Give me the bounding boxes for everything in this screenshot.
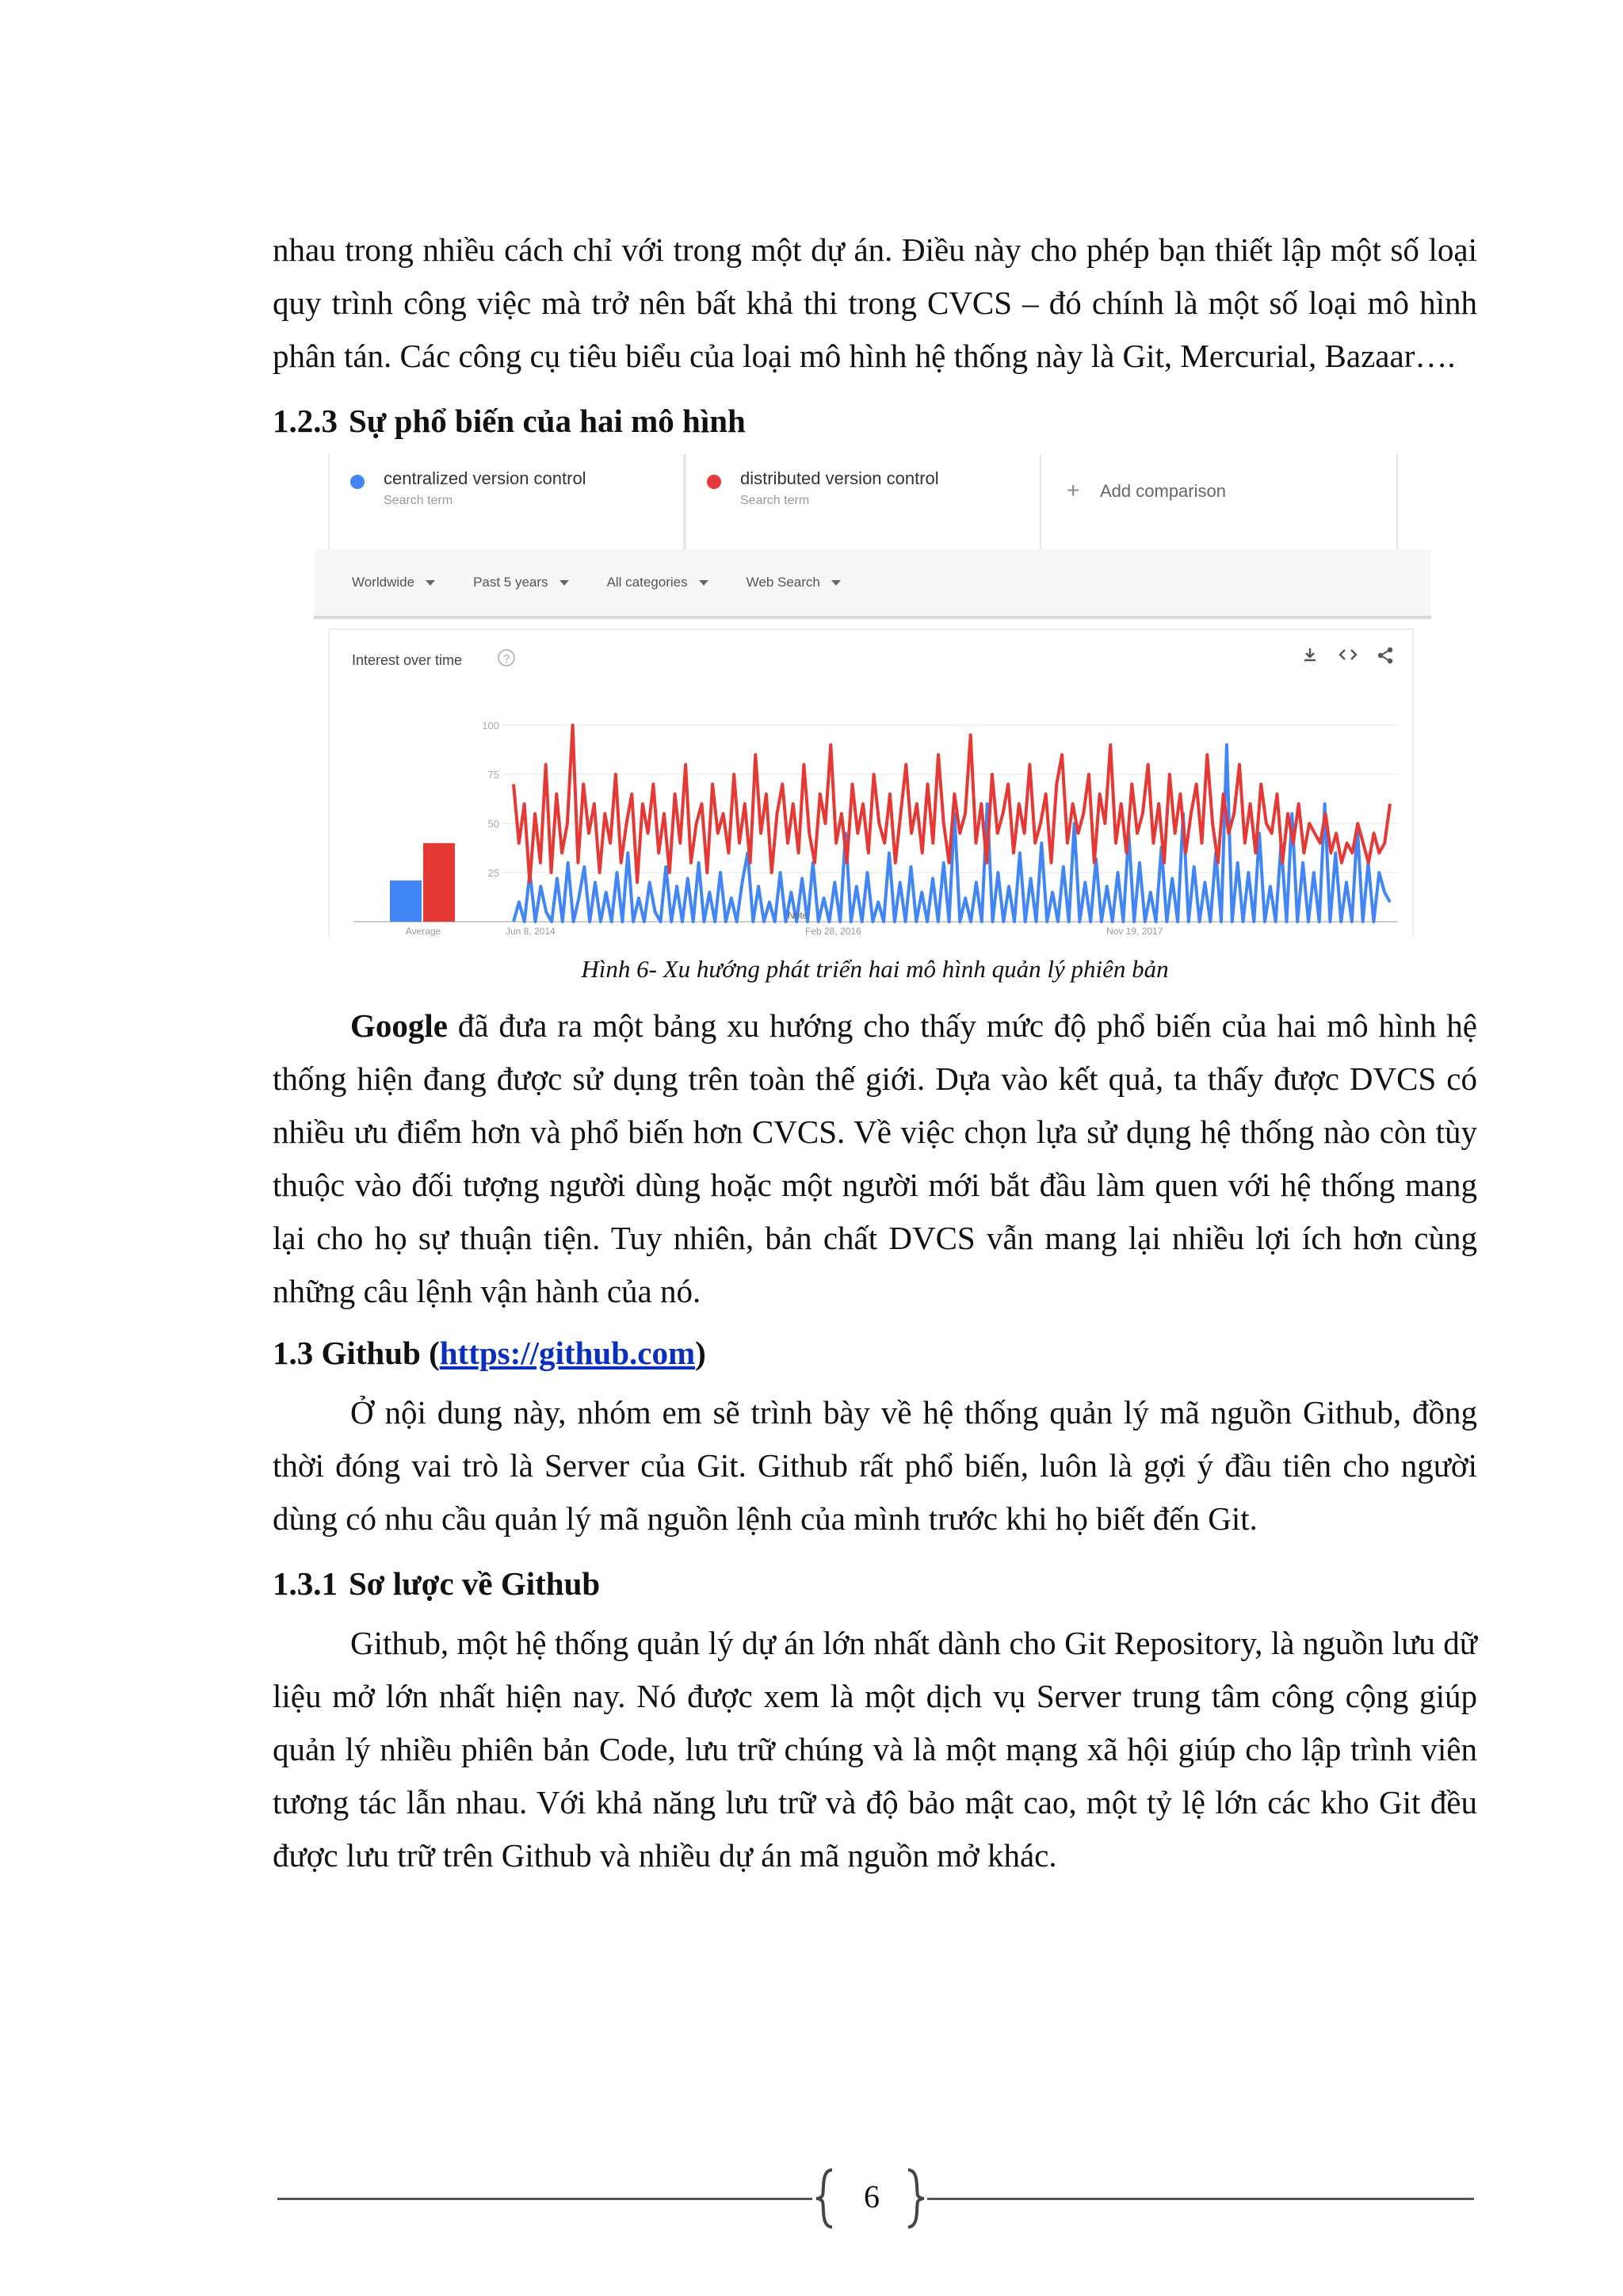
add-comparison-button[interactable] <box>1041 454 1398 549</box>
page-footer <box>277 2164 1474 2235</box>
paragraph-intro: nhau trong nhiều cách chỉ với trong một dự án. Điều này cho phép bạn thiết lập một số loại quy trình công việc mà trở nên bất khả thi trong CVCS – đó chính là một số loại mô hình phân tán. Các công cụ tiêu biểu của loại mô hình hệ thống này là Git, Mercurial, Bazaar…. <box>273 231 1477 374</box>
filters-bar <box>314 549 1431 619</box>
heading-number: 1.2.3 <box>273 403 338 439</box>
heading-number: 1.3.1 <box>273 1565 338 1602</box>
term-color-dot <box>350 475 365 489</box>
filter-time[interactable] <box>473 575 569 590</box>
filter-label: All categories <box>606 575 688 590</box>
heading-prefix: 1.3 Github ( <box>273 1335 440 1371</box>
filter-label: Web Search <box>746 575 820 590</box>
term-name: distributed version control <box>740 468 939 488</box>
heading-1-3 <box>273 1329 1477 1377</box>
heading-1-3-1 <box>273 1560 1477 1607</box>
chart-title: Interest over time <box>352 652 463 668</box>
average-label: Average <box>405 926 441 937</box>
document-page <box>273 223 1477 1882</box>
figure-caption: Hình 6- Xu hướng phát triển hai mô hình quản lý phiên bản <box>581 955 1169 983</box>
bold-google: Google <box>350 1007 448 1044</box>
y-tick-label: 100 <box>482 720 499 732</box>
github-link[interactable]: https://github.com <box>439 1335 696 1371</box>
trend-chart <box>330 630 1415 939</box>
heading-text: Sự phổ biến của hai mô hình <box>349 403 746 439</box>
y-tick-label: 50 <box>487 818 499 830</box>
help-icon[interactable]: ? <box>498 649 515 667</box>
average-bar <box>423 843 455 922</box>
term-color-dot <box>707 475 721 489</box>
filter-region[interactable] <box>352 575 435 590</box>
chevron-down-icon <box>559 580 569 586</box>
filter-search-type[interactable] <box>747 575 841 590</box>
filter-label: Past 5 years <box>473 575 548 590</box>
google-trends-figure <box>314 454 1431 938</box>
paragraph-github-intro: Ở nội dung này, nhóm em sẽ trình bày về hệ thống quản lý mã nguồn Github, đồng thời đóng vai trò là Server của Git. Github rất phổ biến, luôn là gợi ý đầu tiên cho người dùng có nhu cầu quản lý mã nguồn lệnh của mình trước khi họ biết đến Git. <box>273 1394 1477 1537</box>
x-tick-label: Jun 8, 2014 <box>506 926 556 937</box>
term-subtitle: Search term <box>384 494 453 507</box>
paragraph-google-text: đã đưa ra một bảng xu hướng cho thấy mức độ phổ biến của hai mô hình hệ thống hiện đang được sử dụng trên toàn thế giới. Dựa vào kết quả, ta thấy được DVCS có nhiều ưu điểm hơn và phổ biến hơn CVCS. Về việc chọn lựa sử dụng hệ thống nào còn tùy thuộc vào đối tượng người dùng hoặc một người mới bắt đầu làm quen với hệ thống mang lại cho họ sự thuận tiện. Tuy nhiên, bản chất DVCS vẫn mang lại nhiều lợi ích hơn cùng những câu lệnh vận hành của nó. <box>273 1007 1477 1309</box>
y-tick-label: 25 <box>487 867 499 879</box>
add-comparison-label: Add comparison <box>1100 481 1226 501</box>
brace-left-icon <box>813 2167 837 2230</box>
note-label: Note <box>788 910 808 921</box>
page-number: 6 <box>864 2179 880 2214</box>
chevron-down-icon <box>426 580 435 586</box>
search-term-centralized[interactable] <box>328 454 685 549</box>
paragraph-google <box>273 999 1477 1318</box>
average-bar <box>390 881 422 922</box>
x-tick-label: Feb 28, 2016 <box>805 926 861 937</box>
footer-line-left <box>277 2198 812 2200</box>
brace-right-icon <box>903 2167 927 2230</box>
plus-icon: + <box>1067 478 1080 502</box>
interest-over-time-card <box>328 628 1414 938</box>
filter-category[interactable] <box>607 575 708 590</box>
term-subtitle: Search term <box>740 494 810 507</box>
heading-suffix: ) <box>695 1335 706 1371</box>
footer-line-right <box>927 2198 1474 2200</box>
x-tick-label: Nov 19, 2017 <box>1106 926 1163 937</box>
filter-label: Worldwide <box>352 575 415 590</box>
search-term-distributed[interactable] <box>685 454 1041 549</box>
search-terms-bar <box>328 454 1406 549</box>
term-name: centralized version control <box>384 468 586 488</box>
paragraph-github-overview: Github, một hệ thống quản lý dự án lớn nhất dành cho Git Repository, là nguồn lưu dữ liệu mở lớn nhất hiện nay. Nó được xem là một dịch vụ Server trung tâm công cộng giúp quản lý nhiều phiên bản Code, lưu trữ chúng và là một mạng xã hội giúp cho lập trình viên tương tác lẫn nhau. Với khả năng lưu trữ và độ bảo mật cao, một tỷ lệ lớn các kho Git đều được lưu trữ trên Github và nhiều dự án mã nguồn mở khác. <box>273 1625 1477 1874</box>
y-tick-label: 75 <box>487 769 499 781</box>
heading-text: Sơ lược về Github <box>349 1565 601 1602</box>
chevron-down-icon <box>831 580 841 586</box>
heading-1-2-3 <box>273 397 1477 445</box>
chevron-down-icon <box>699 580 708 586</box>
